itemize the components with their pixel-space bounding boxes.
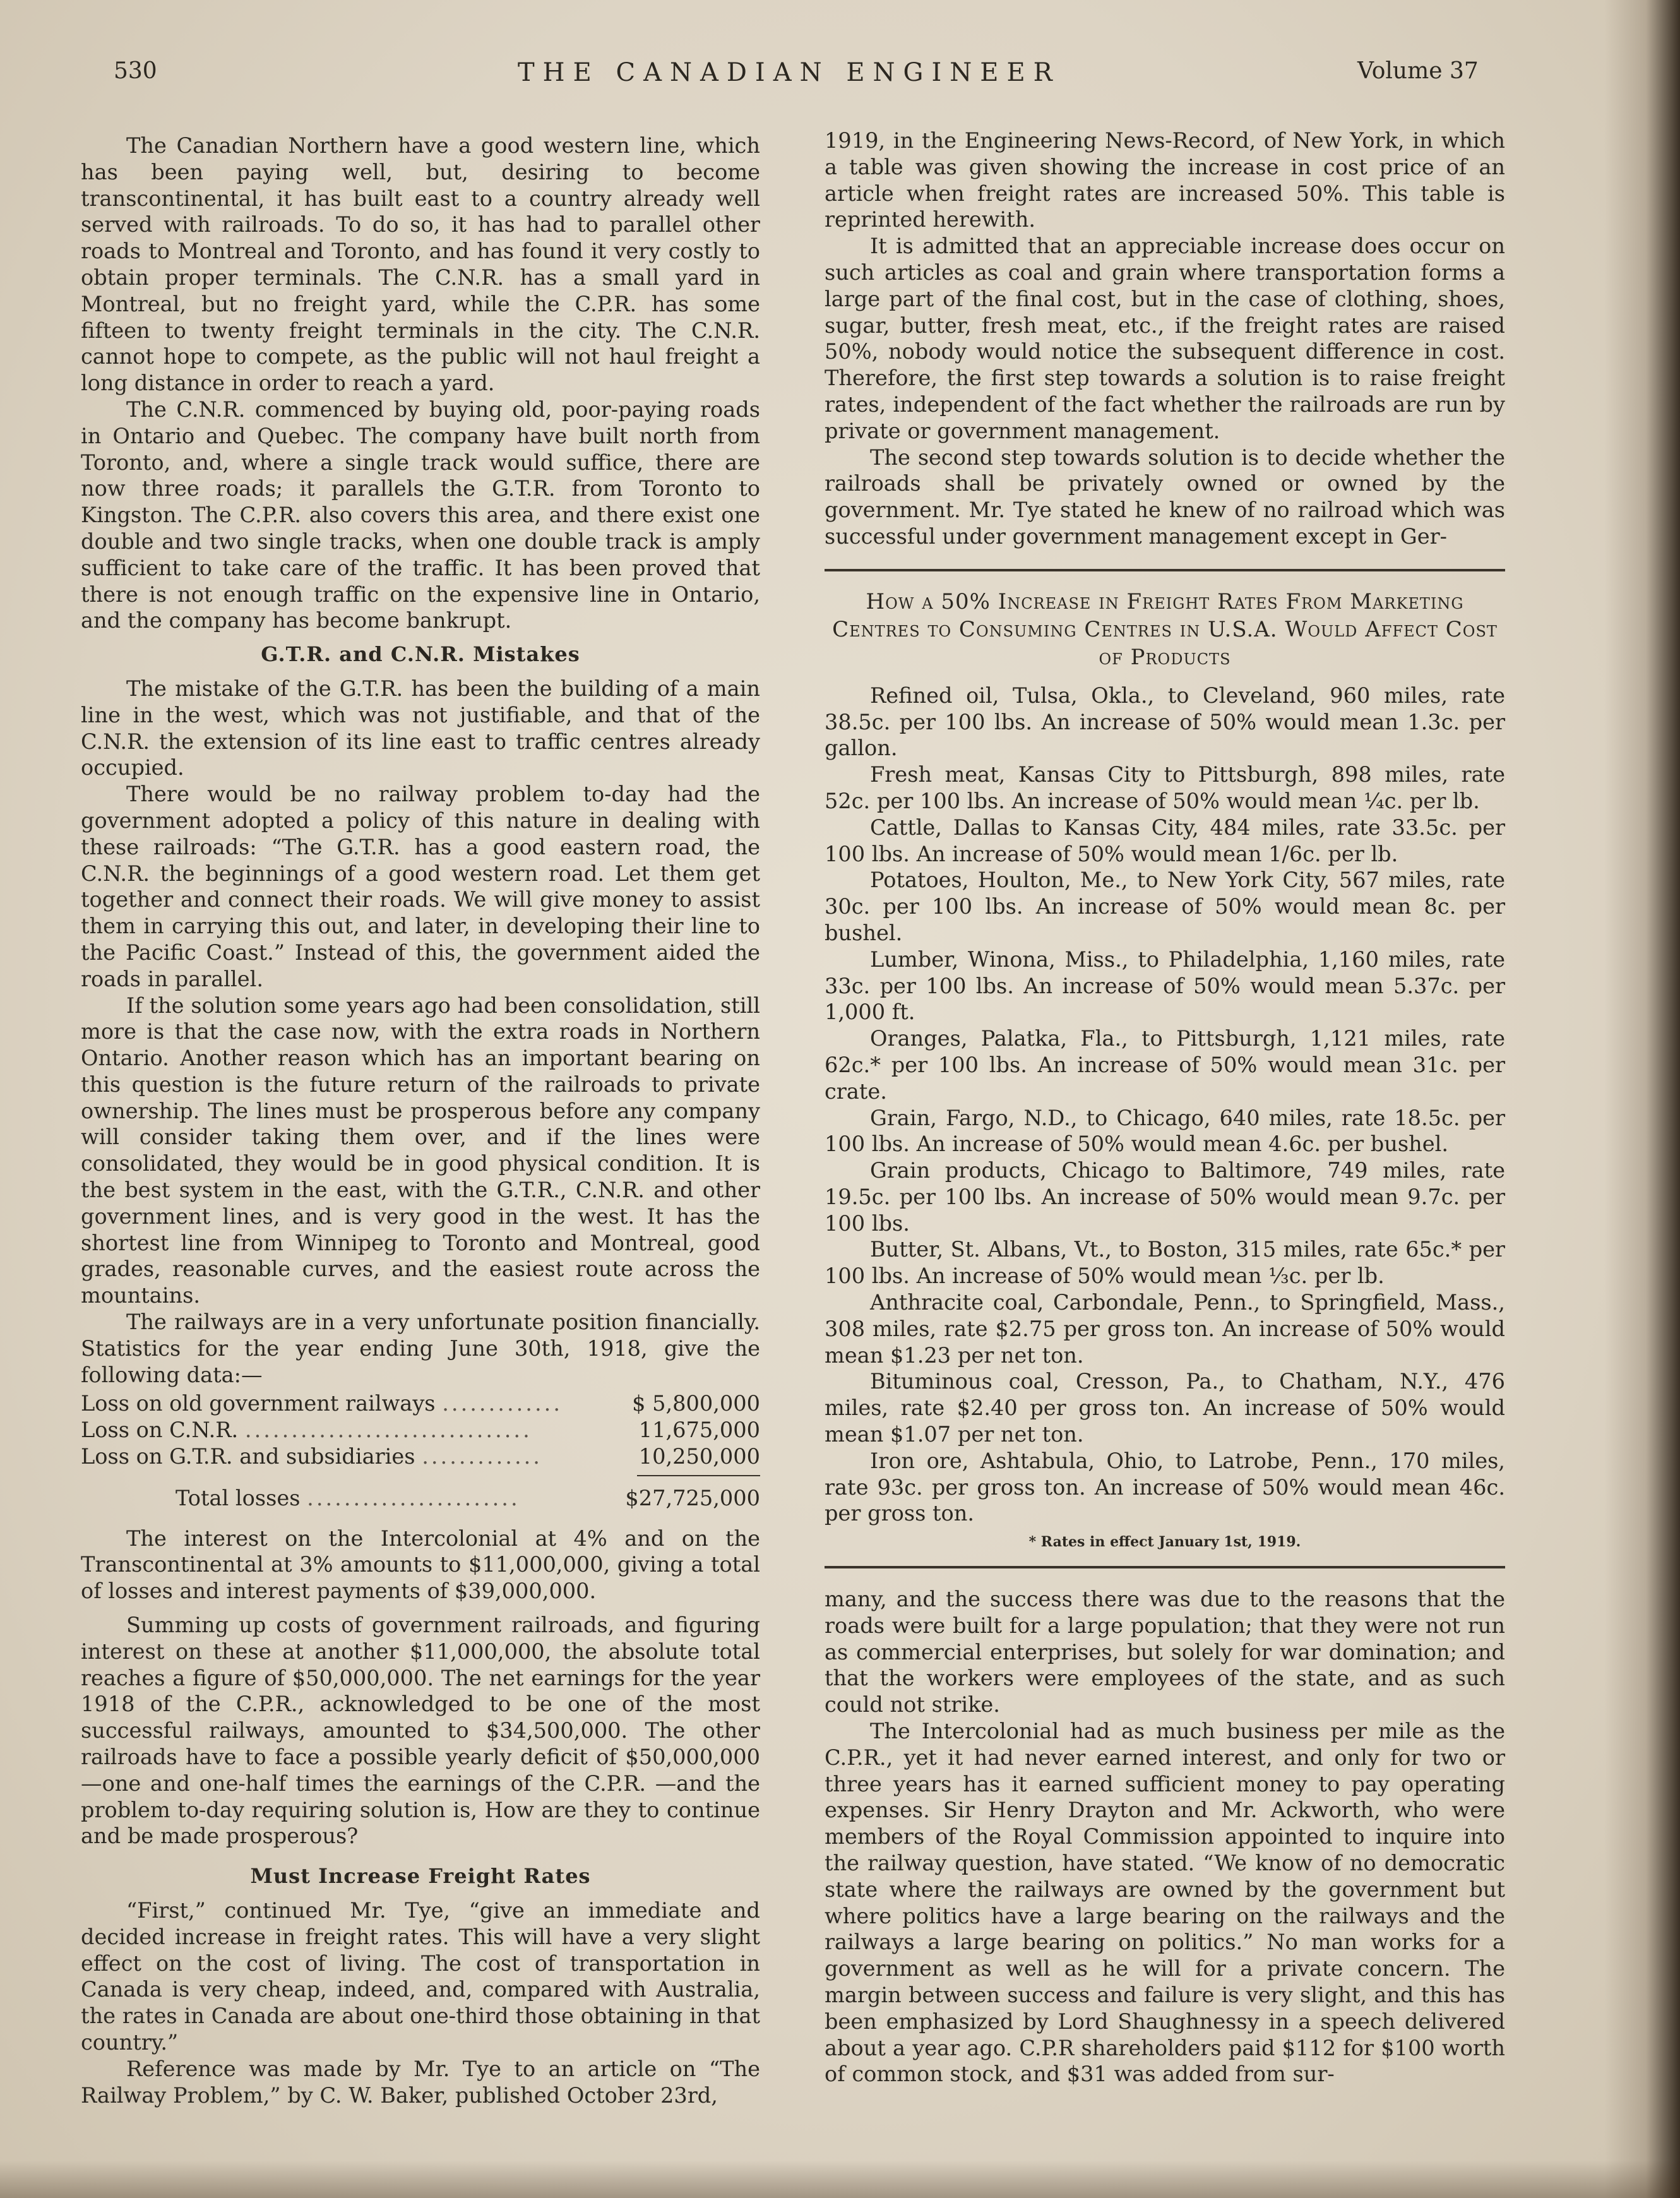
section-heading: G.T.R. and C.N.R. Mistakes bbox=[261, 642, 580, 667]
table-row bbox=[81, 1390, 760, 1417]
paragraph: The railways are in a very unfortunate position financially. Statistics for the year ending June 30th, 1918, give the following data:— bbox=[81, 1310, 760, 1387]
paragraph: The mistake of the G.T.R. has been the building of a main line in the west, which was not justifiable, and that of the C.N.R. the extension of its line east to traffic centres already occupied. bbox=[81, 676, 760, 780]
paragraph: If the solution some years ago had been consolidation, still more is that the case now, with the extra roads in Northern Ontario. Another reason which has an important bearing on this question is the future return of the railroads to private ownership. The lines must be prosperous before any company will consider taking them over, and if the lines were consolidated, they would be in good physical condition. It is the best system in the east, with the G.T.R., C.N.R. and other government lines, and is very good in the west. It has the shortest line from Winnipeg to Toronto and Montreal, good grades, reasonable curves, and the easiest route across the mountains. bbox=[81, 993, 760, 1308]
box-top-rule bbox=[825, 569, 1505, 571]
box-bottom-rule bbox=[825, 1566, 1505, 1568]
leader-dots: ............. bbox=[422, 1444, 542, 1469]
table-row bbox=[81, 1417, 760, 1443]
list-item: Bituminous coal, Cresson, Pa., to Chatham, N.Y., 476 miles, rate $2.40 per gross ton. An increase of 50% would mean $1.07 per net ton. bbox=[825, 1369, 1505, 1447]
loss-amount: 10,250,000 bbox=[638, 1444, 760, 1469]
box-title: How a 50% Increase in Freight Rates From Marketing Centres to Consuming Centres in U.S.A. Would Affect Cost of Products bbox=[832, 588, 1498, 670]
box-footnote: * Rates in effect January 1st, 1919. bbox=[1028, 1534, 1301, 1551]
list-item: Cattle, Dallas to Kansas City, 484 miles, rate 33.5c. per 100 lbs. An increase of 50% would mean 1/6c. per lb. bbox=[825, 815, 1505, 866]
list-item: Grain, Fargo, N.D., to Chicago, 640 miles, rate 18.5c. per 100 lbs. An increase of 50% would mean 4.6c. per bushel. bbox=[825, 1105, 1505, 1157]
list-item: Anthracite coal, Carbondale, Penn., to Springfield, Mass., 308 miles, rate $2.75 per gross ton. An increase of 50% would mean $1.23 per net ton. bbox=[825, 1290, 1505, 1368]
paragraph: There would be no railway problem to-day had the government adopted a policy of this nature in dealing with these railroads: “The G.T.R. has a good eastern road, the C.N.R. the beginnings of a good western road. Let them get together and connect their roads. We will give money to assist them in carrying this out, and later, in developing their line to the Pacific Coast.” Instead of this, the government aided the roads in parallel. bbox=[81, 782, 760, 991]
loss-amount: 11,675,000 bbox=[638, 1418, 760, 1443]
paragraph: Reference was made by Mr. Tye to an article on “The Railway Problem,” by C. W. Baker, published October 23rd, bbox=[81, 2056, 760, 2108]
total-row bbox=[81, 1476, 760, 1512]
leader-dots: ....................... bbox=[307, 1485, 520, 1510]
paragraph: 1919, in the Engineering News-Record, of New York, in which a table was given showing the increase in cost price of an article when freight rates are increased 50%. This table is reprinted herewith. bbox=[825, 128, 1505, 232]
paragraph: The interest on the Intercolonial at 4% and on the Transcontinental at 3% amounts to $11,000,000, giving a total of losses and interest payments of $39,000,000. bbox=[81, 1526, 760, 1604]
paragraph: “First,” continued Mr. Tye, “give an immediate and decided increase in freight rates. This will have a very slight effect on the cost of living. The cost of transportation in Canada is very cheap, indeed, and, compared with Australia, the rates in Canada are about one-third those obtaining in that country.” bbox=[81, 1898, 760, 2055]
paragraph: The Intercolonial had as much business per mile as the C.P.R., yet it had never earned interest, and only for two or three years has it earned sufficient money to pay operating expenses. Sir Henry Drayton and Mr. Ackworth, who were members of the Royal Commission appointed to inquire into the railway question, have stated. “We know of no democratic state where the railways are owned by the government but where politics have a large bearing on the railways and the railways a large bearing on politics.” No man works for a government as well as he will for a private concern. The margin between success and failure is very slight, and this has been emphasized by Lord Shaughnessy in a speech delivered about a year ago. C.P.R shareholders paid $112 for $100 worth of common stock, and $31 was added from sur- bbox=[825, 1719, 1505, 2087]
list-item: Lumber, Winona, Miss., to Philadelphia, 1,160 miles, rate 33c. per 100 lbs. An increase of 50% would mean 5.37c. per 1,000 ft. bbox=[825, 947, 1505, 1025]
paragraph: Summing up costs of government railroads, and figuring interest on these at another $11,000,000, the absolute total reaches a figure of $50,000,000. The net earnings for the year 1918 of the C.P.R., acknowledged to be one of the most successful railways, amounted to $34,500,000. The other railroads have to face a possible yearly deficit of $50,000,000—one and one-half times the earnings of the C.P.R. —and the problem to-day requiring solution is, How are they to continue and be made prosperous? bbox=[81, 1613, 760, 1849]
leader-dots: ............. bbox=[442, 1391, 563, 1416]
loss-table bbox=[81, 1390, 760, 1511]
paragraph: many, and the success there was due to the reasons that the roads were built for a large population; that they were not run as commercial enterprises, but solely for war domination; and that the workers were employees of the state, and as such could not strike. bbox=[825, 1587, 1505, 1717]
list-item: Grain products, Chicago to Baltimore, 749 miles, rate 19.5c. per 100 lbs. An increase of 50% would mean 9.7c. per 100 lbs. bbox=[825, 1158, 1505, 1236]
right-column bbox=[825, 128, 1505, 2088]
loss-amount: $ 5,800,000 bbox=[632, 1391, 760, 1416]
paragraph: It is admitted that an appreciable increase does occur on such articles as coal and grain where transportation forms a large part of the final cost, but in the case of clothing, shoes, sugar, butter, fresh meat, etc., if the freight rates are raised 50%, nobody would notice the subsequent difference in cost. Therefore, the first step towards a solution is to raise freight rates, independent of the fact whether the railroads are run by private or government management. bbox=[825, 234, 1505, 443]
paragraph: The second step towards solution is to decide whether the railroads shall be privately owned or owned by the government. Mr. Tye stated he knew of no railroad which was successful under government management except in Ger- bbox=[825, 445, 1505, 549]
list-item: Fresh meat, Kansas City to Pittsburgh, 898 miles, rate 52c. per 100 lbs. An increase of 50% would mean ¼c. per lb. bbox=[825, 762, 1505, 813]
section-heading: Must Increase Freight Rates bbox=[250, 1864, 591, 1889]
paragraph: The C.N.R. commenced by buying old, poor-paying roads in Ontario and Quebec. The company have built north from Toronto, and, where a single track would suffice, there are now three roads; it parallels the G.T.R. from Toronto to Kingston. The C.P.R. also covers this area, and there exist one double and two single tracks, when one double track is amply sufficient to take care of the traffic. It has been proved that there is not enough traffic on the expensive line in Ontario, and the company has become bankrupt. bbox=[81, 397, 760, 633]
left-column bbox=[81, 133, 760, 2108]
paragraph: The Canadian Northern have a good western line, which has been paying well, but, desiring to become transcontinental, it has built east to a country already well served with railroads. To do so, it has had to parallel other roads to Montreal and Toronto, and has found it very costly to obtain proper terminals. The C.N.R. has a small yard in Montreal, but no freight yard, while the C.P.R. has some fifteen to twenty freight terminals in the city. The C.N.R. cannot hope to compete, as the public will not haul freight a long distance in order to reach a yard. bbox=[81, 133, 760, 396]
journal-title: THE CANADIAN ENGINEER bbox=[518, 58, 1061, 87]
list-item: Butter, St. Albans, Vt., to Boston, 315 miles, rate 65c.* per 100 lbs. An increase of 50% would mean ⅓c. per lb. bbox=[825, 1237, 1505, 1289]
page-number: 530 bbox=[114, 58, 157, 84]
loss-label: Loss on old government railways bbox=[81, 1391, 436, 1416]
table-row bbox=[81, 1443, 760, 1470]
list-item: Iron ore, Ashtabula, Ohio, to Latrobe, Penn., 170 miles, rate 93c. per gross ton. An increase of 50% would mean 46c. per gross ton. bbox=[825, 1448, 1505, 1526]
loss-label: Loss on G.T.R. and subsidiaries bbox=[81, 1444, 415, 1469]
bottom-edge-shadow bbox=[0, 2160, 1680, 2198]
freight-rates-box bbox=[825, 569, 1505, 1568]
total-amount: $27,725,000 bbox=[625, 1485, 760, 1510]
binding-shadow bbox=[1604, 0, 1680, 2198]
total-label: Total losses bbox=[176, 1485, 301, 1510]
loss-label: Loss on C.N.R. bbox=[81, 1418, 239, 1443]
list-item: Oranges, Palatka, Fla., to Pittsburgh, 1,121 miles, rate 62c.* per 100 lbs. An increase of 50% would mean 31c. per crate. bbox=[825, 1026, 1505, 1104]
list-item: Potatoes, Houlton, Me., to New York City, 567 miles, rate 30c. per 100 lbs. An increase of 50% would mean 8c. per bushel. bbox=[825, 868, 1505, 945]
list-item: Refined oil, Tulsa, Okla., to Cleveland, 960 miles, rate 38.5c. per 100 lbs. An increase of 50% would mean 1.3c. per gallon. bbox=[825, 683, 1505, 761]
volume-label: Volume 37 bbox=[1357, 58, 1479, 84]
leader-dots: ............................... bbox=[244, 1418, 532, 1443]
